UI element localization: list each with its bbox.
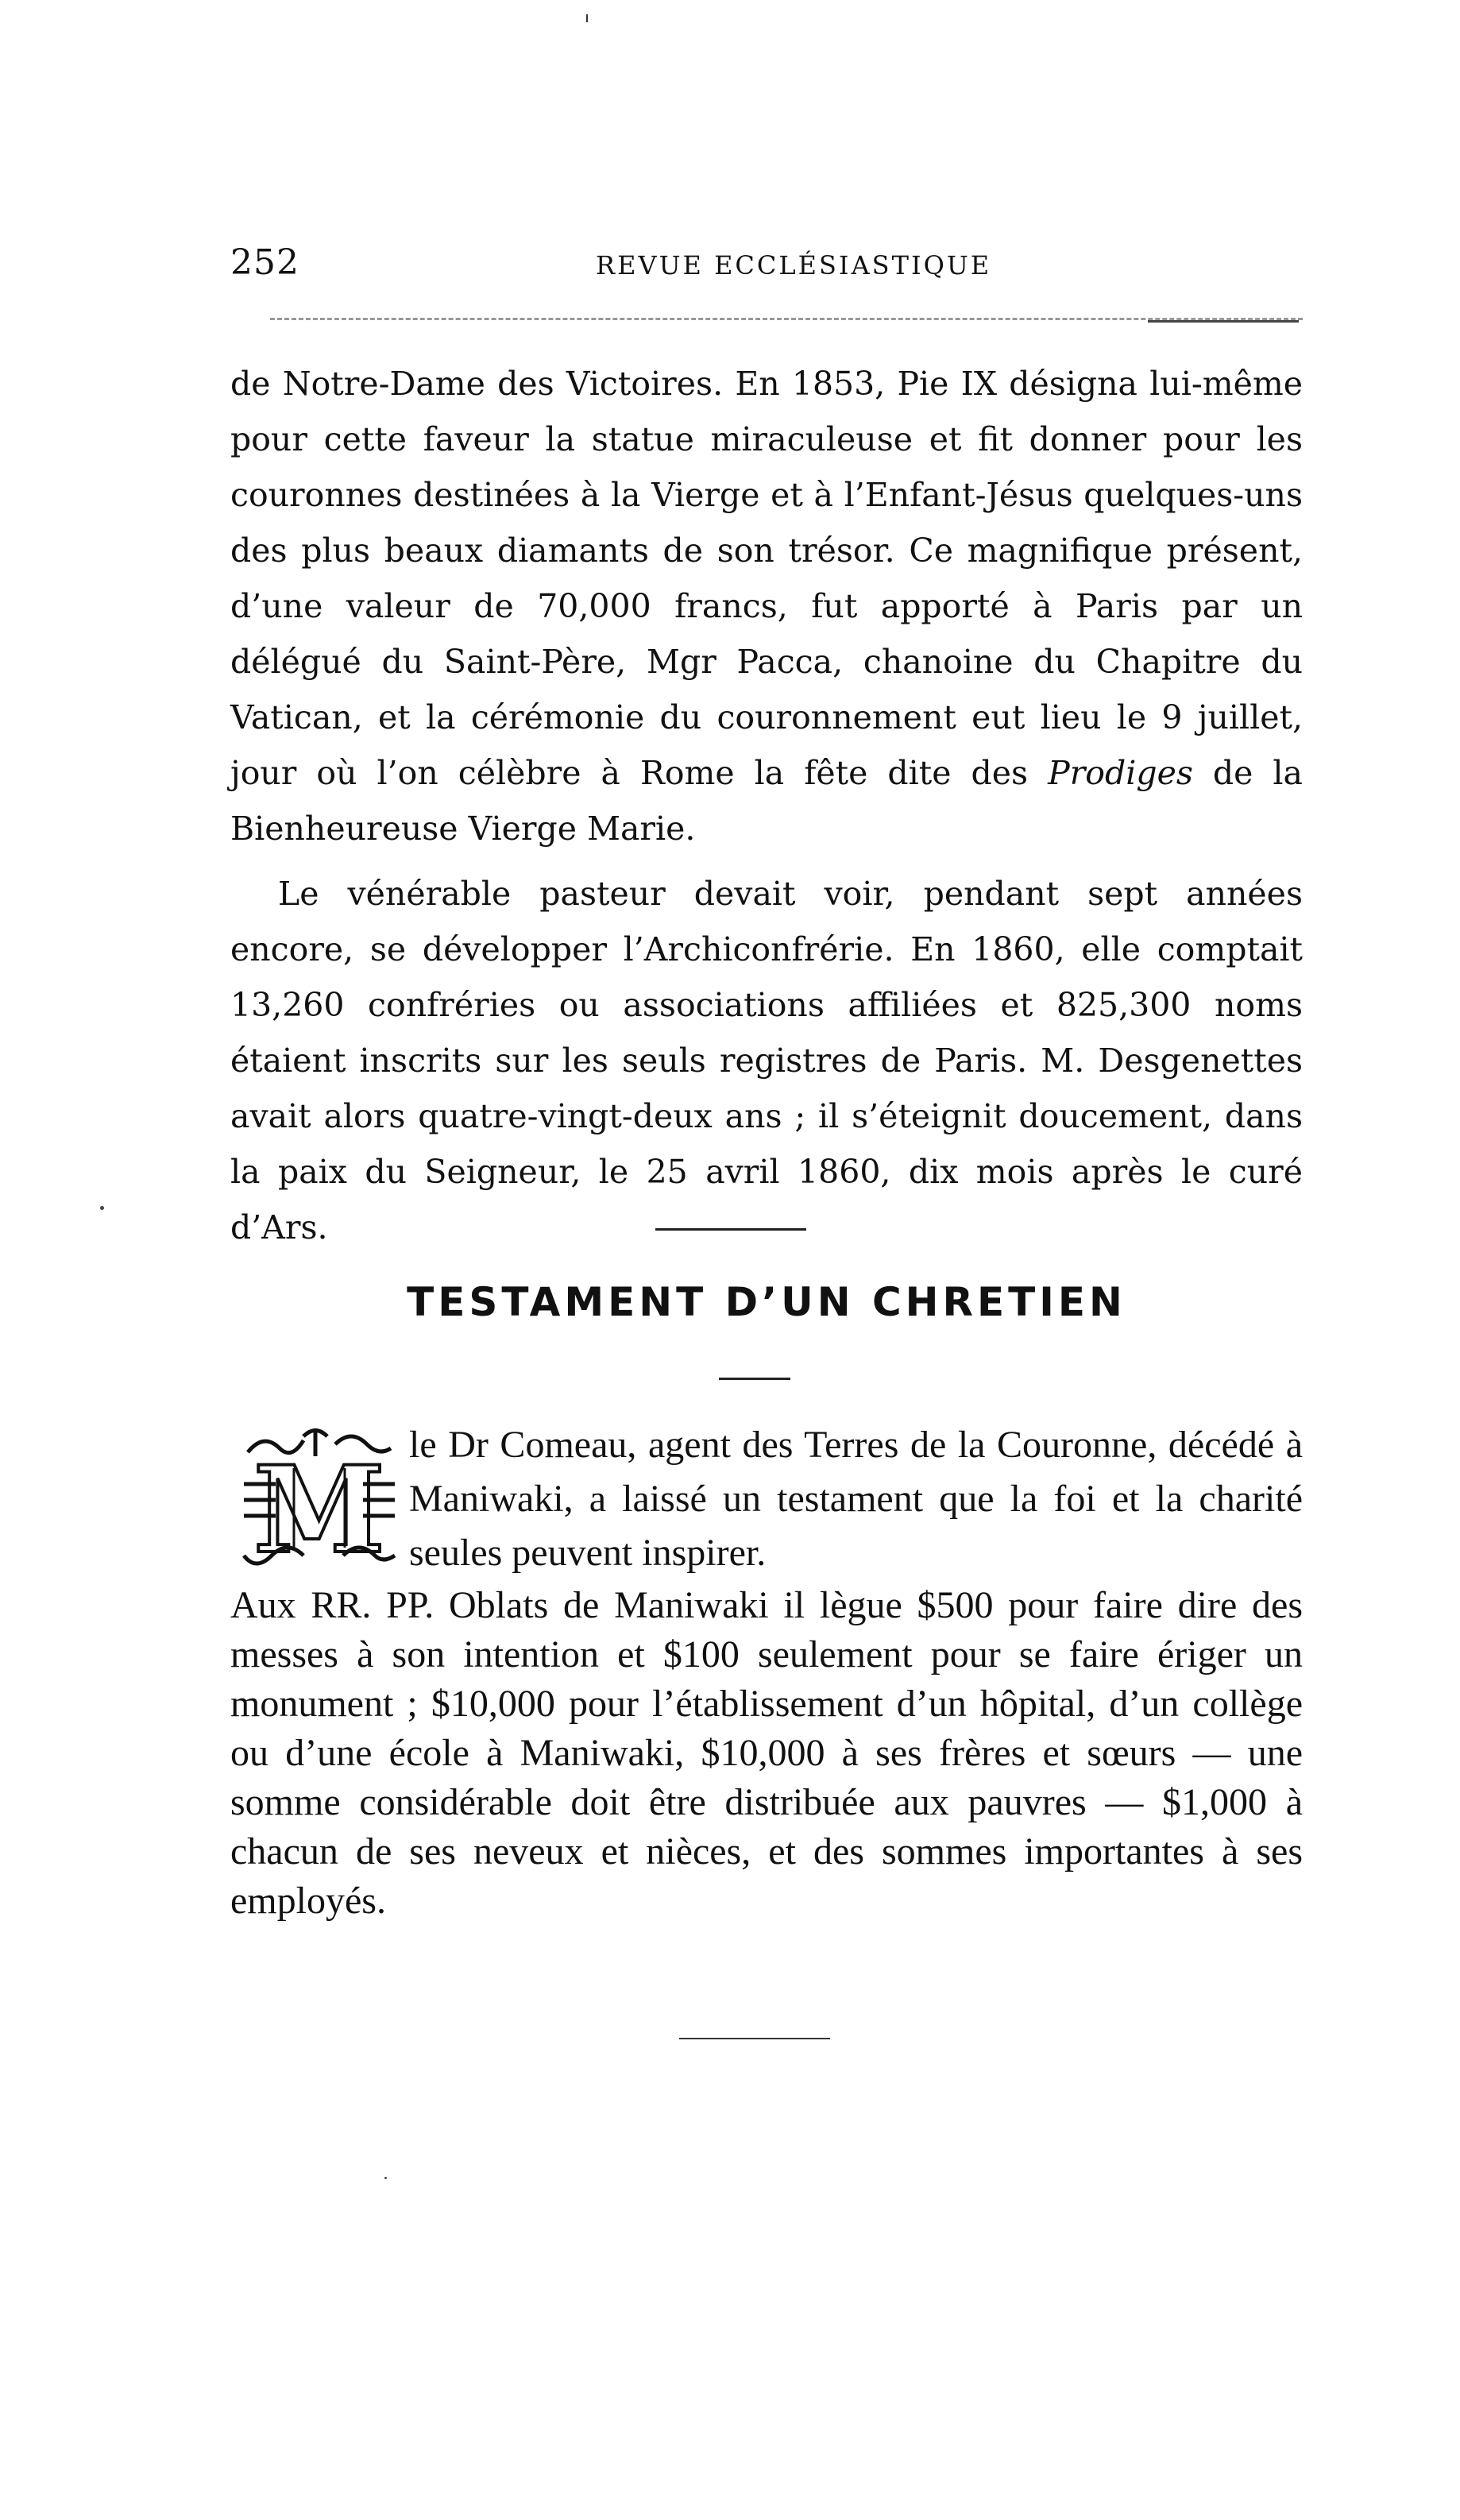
scan-mark — [586, 14, 588, 22]
ornamental-drop-cap — [232, 1420, 407, 1579]
body-paragraph — [230, 356, 1303, 856]
end-rule — [679, 2038, 830, 2039]
italic-term: Prodiges — [1048, 754, 1193, 792]
page-number: 252 — [230, 242, 299, 283]
article-title: TESTAMENT D’UN CHRETIEN — [407, 1279, 1126, 1325]
scan-speck — [384, 2177, 387, 2179]
scan-speck — [100, 1206, 104, 1210]
drop-cap-letter: M — [253, 1440, 386, 1579]
page-header — [230, 242, 1299, 290]
paragraph-text: de la Bienheureuse Vierge Marie. — [230, 754, 1303, 848]
article-body: Aux RR. PP. Oblats de Maniwaki il lègue $500 pour faire dire des messes à son intention et $100 seulement pour se faire ériger un monument ; $10,000 pour l’établissement d’un hôpital, d’un collège ou d’une école à Maniwaki, $10,000 à ses frères et sœurs — une somme considérable doit être distribuée aux pauvres — $1,000 à chacun de ses neveux et nièces, et des sommes importantes à ses employés. — [230, 1584, 1303, 1922]
paragraph-text: de Notre-Dame des Victoires. En 1853, Pie IX désigna lui-même pour cette faveur la statue miraculeuse et fit donner pour les couronnes destinées à la Vierge et à l’Enfant-Jésus quelques-uns des plus beaux diamants de son trésor. Ce magnifique présent, d’une valeur de 70,000 francs, fut apporté à Paris par un délégué du Saint-Père, Mgr Pacca, chanoine du Chapitre du Vatican, et la cérémonie du couronnement eut lieu le 9 juillet, jour où l’on célèbre à Rome la fête dite des — [230, 365, 1303, 792]
article-opening: le Dr Comeau, agent des Terres de la Couronne, décédé à Maniwaki, a laissé un testament que la foi et la charité seules peuvent inspirer. — [409, 1424, 1303, 1574]
drop-cap-ornament-icon — [232, 1420, 407, 1579]
section-rule-bottom — [719, 1378, 790, 1380]
header-rule-segment — [1148, 320, 1299, 323]
running-head: REVUE ECCLÉSIASTIQUE — [596, 250, 992, 280]
body-paragraph: Le vénérable pasteur devait voir, pendant sept années encore, se développer l’Archiconfrérie. En 1860, elle comptait 13,260 confréries ou associations affiliées et 825,300 noms étaient inscrits sur les seuls registres de Paris. M. Desgenettes avait alors quatre-vingt-deux ans ; il s’éteignit doucement, dans la paix du Seigneur, le 25 avril 1860, dix mois après le curé d’Ars. — [230, 875, 1303, 1246]
section-rule-top — [655, 1228, 806, 1231]
